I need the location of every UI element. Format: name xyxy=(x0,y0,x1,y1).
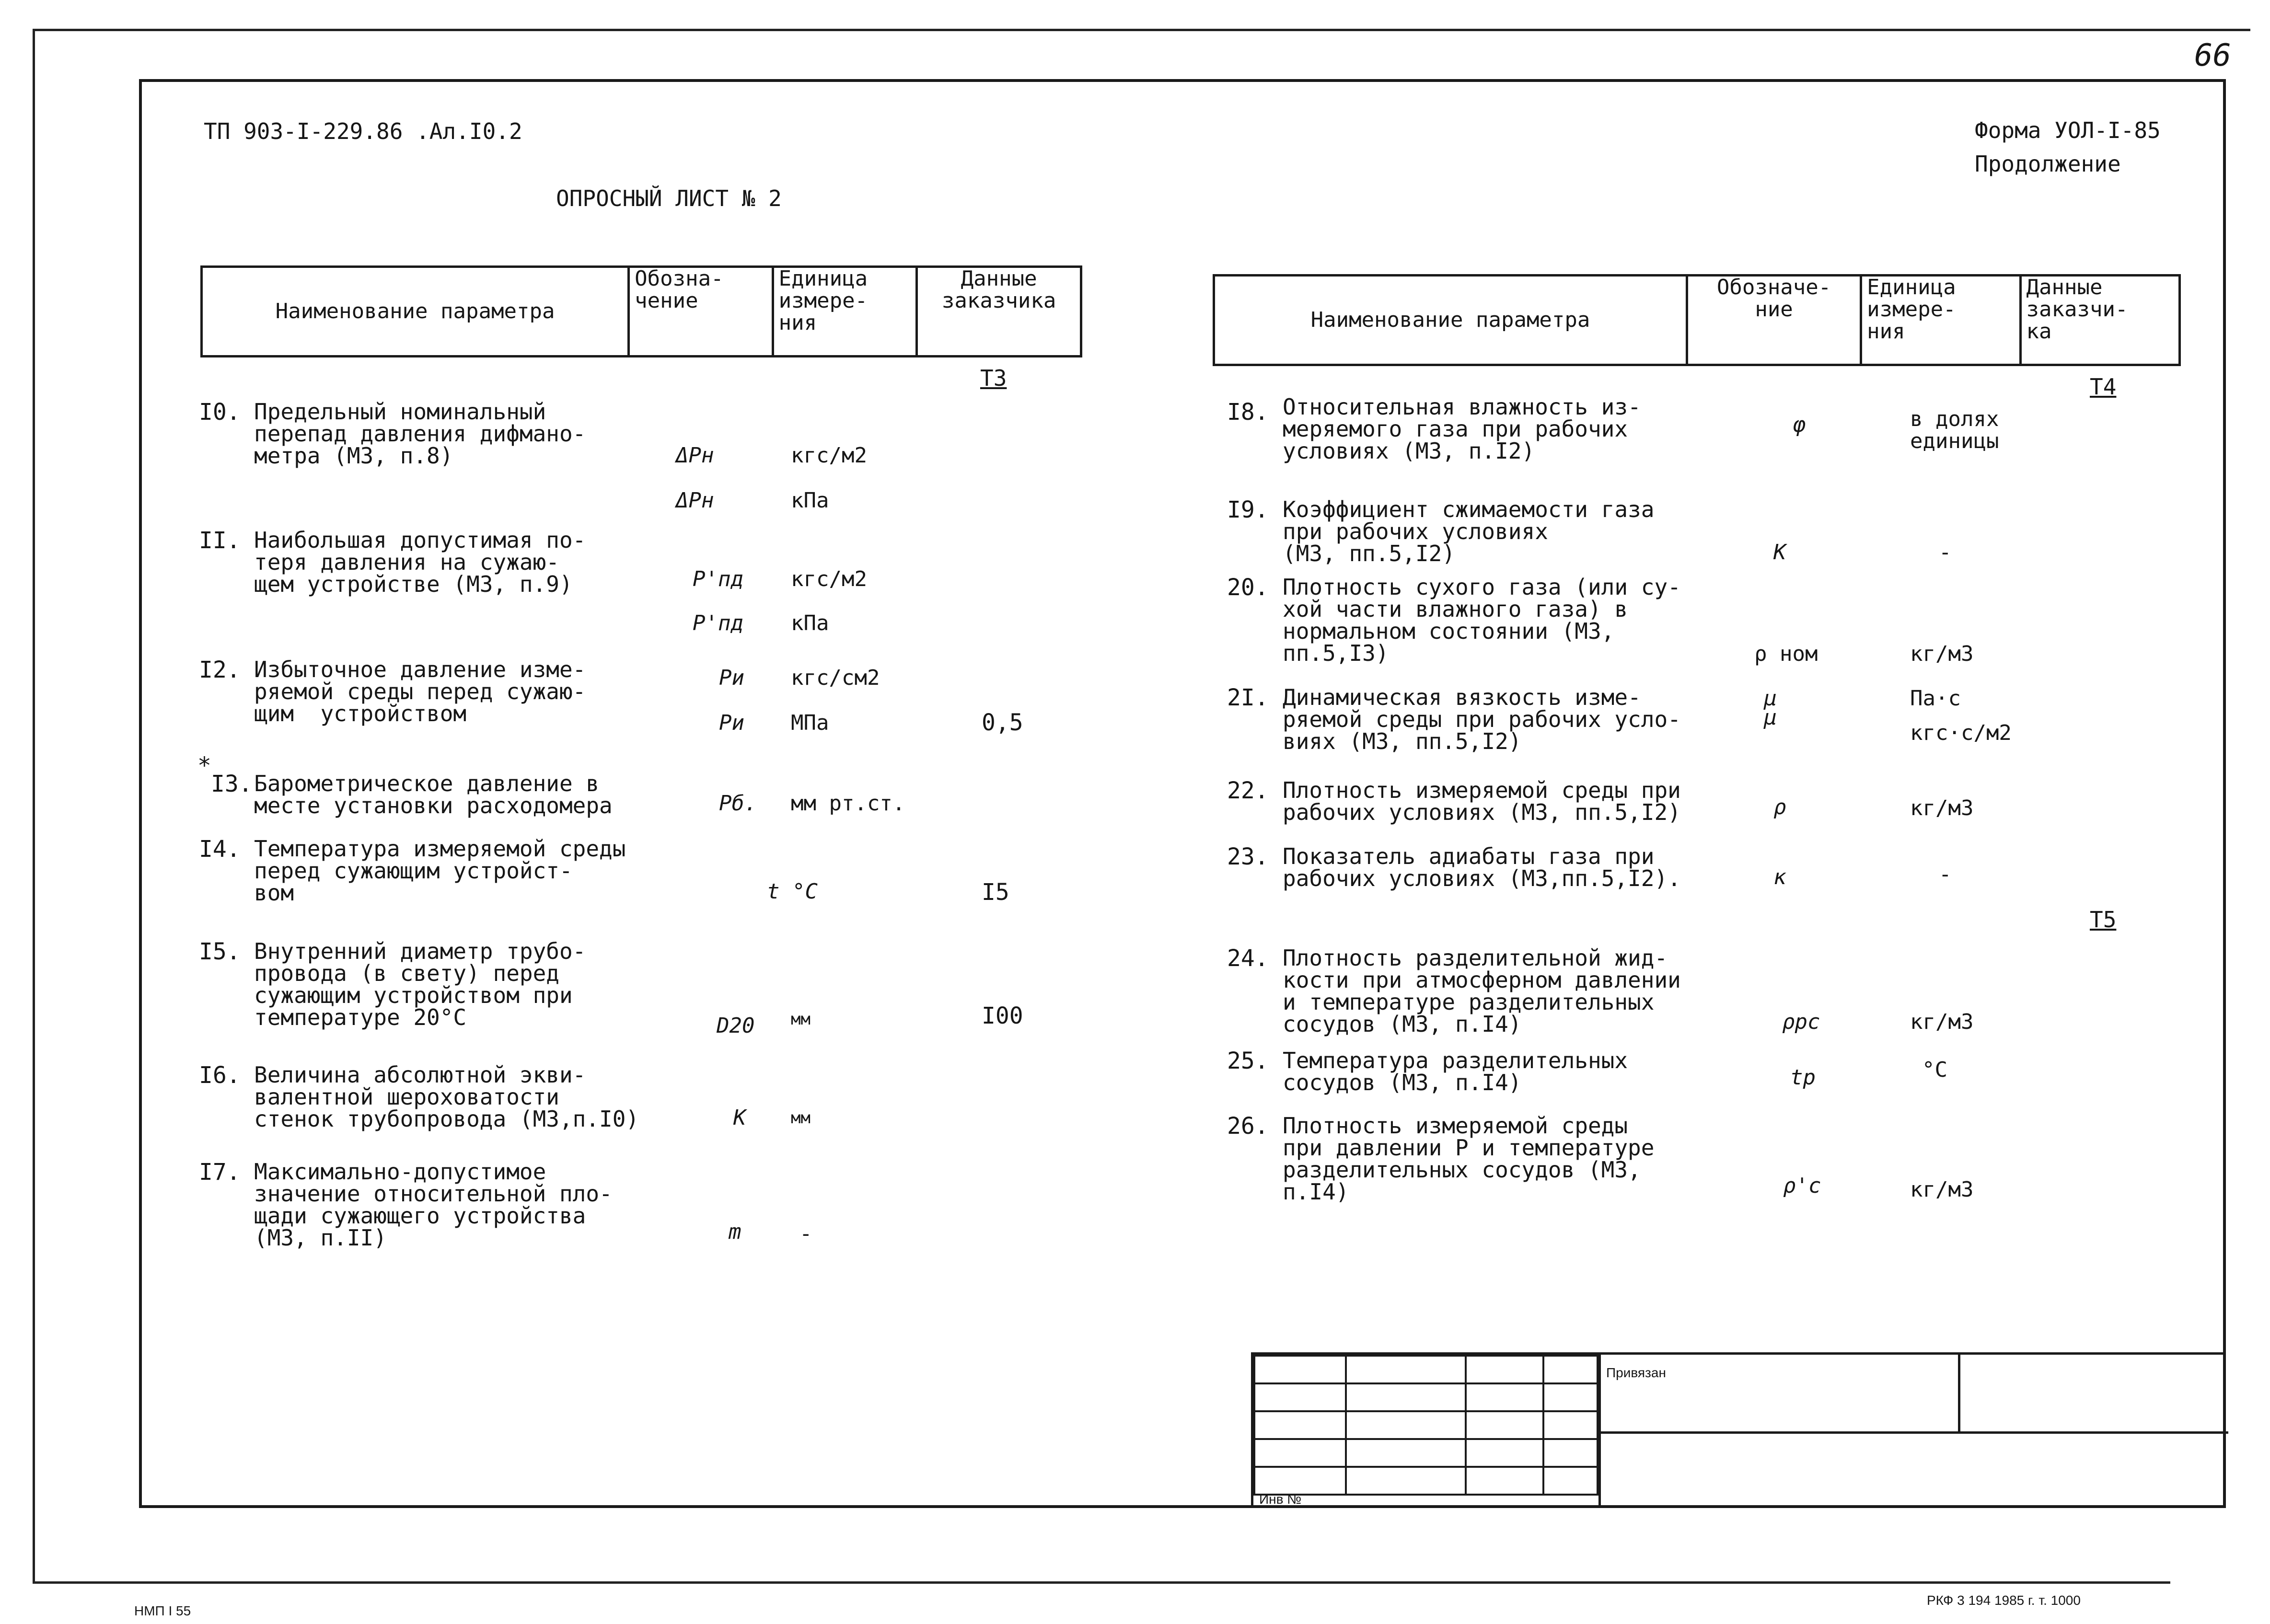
page-number: 66 xyxy=(2194,38,2232,73)
row-symbol: ρ ном xyxy=(1754,642,1818,666)
header-customer: Данные заказчи- ка xyxy=(2020,276,2179,365)
row-symbol: ρ'с xyxy=(1783,1174,1821,1198)
footer-right-code: РКФ 3 194 1985 г. т. 1000 xyxy=(1927,1593,2081,1608)
row-name: Наибольшая допустимая по- теря давления на сужаю- щем устройстве (М3, п.9) xyxy=(254,527,586,597)
row-name: Предельный номинальный перепад давления дифмано- метра (М3, п.8) xyxy=(254,399,586,469)
row-unit: - xyxy=(1939,540,1952,564)
row-unit: мм xyxy=(791,1010,811,1029)
row-number: 23. xyxy=(1227,843,1269,870)
row-value: I5 xyxy=(982,879,1009,906)
row-name: Величина абсолютной экви- валентной шероховатости стенок трубопровода (М3,п.I0) xyxy=(254,1062,639,1132)
row-unit: °C xyxy=(1922,1058,1947,1082)
row-name: Плотность сухого газа (или су- хой части влажного газа) в нормальном состоянии (М3, пп.5,I3) xyxy=(1283,574,1681,666)
continuation-label: Продолжение xyxy=(1975,151,2121,177)
row-symbol: K xyxy=(733,1106,746,1130)
form-code: Форма УОЛ-I-85 xyxy=(1975,117,2161,143)
row-unit: кгс/см2 xyxy=(791,666,880,690)
row-name: Динамическая вязкость изме- ряемой среды при рабочих усло- виях (М3, пп.5,I2) xyxy=(1283,684,1681,754)
row-name: Максимально-допустимое значение относительной пло- щади сужающего устройства (М3, п.II) xyxy=(254,1159,613,1251)
row-number: 25. xyxy=(1227,1048,1269,1074)
row-symbol: ΔPн xyxy=(676,488,714,513)
row-value: I00 xyxy=(982,1002,1023,1029)
outer-frame-bottom xyxy=(33,1581,2170,1584)
stamp-divider xyxy=(1598,1431,2228,1434)
row-name: Коэффициент сжимаемости газа при рабочих условиях (М3, пп.5,I2) xyxy=(1283,496,1655,566)
row-unit: кгс/м2 xyxy=(791,567,867,591)
inventory-number-label: Инв № xyxy=(1259,1492,1302,1507)
row-unit: кг/м3 xyxy=(1910,1010,1974,1034)
title-block xyxy=(1251,1352,2226,1508)
stamp-divider xyxy=(1958,1355,1960,1431)
row-symbol: t °C xyxy=(767,879,818,904)
bound-label: Привязан xyxy=(1606,1365,1666,1380)
row-unit: кПа xyxy=(791,488,829,513)
row-symbol: Pи xyxy=(719,666,744,690)
row-name: Плотность разделительной жид- кости при атмосферном давлении и температуре разделительных сосудов (М3, п.I4) xyxy=(1283,945,1681,1037)
row-symbol: φ xyxy=(1793,413,1806,437)
row-unit: в долях единицы xyxy=(1910,407,1999,453)
row-number: I2. xyxy=(199,657,241,683)
header-symbol: Обозначе- ние xyxy=(1687,276,1861,365)
row-symbol: D20 xyxy=(717,1014,755,1038)
row-symbol: μ μ xyxy=(1764,686,1777,730)
doc-code: ТП 903-I-229.86 .Ал.I0.2 xyxy=(204,118,522,144)
page-title: ОПРОСНЫЙ ЛИСТ № 2 xyxy=(556,185,782,211)
row-symbol: P'пд xyxy=(693,567,743,591)
row-symbol: ΔPн xyxy=(676,443,714,468)
row-name: Избыточное давление изме- ряемой среды перед сужаю- щим устройством xyxy=(254,657,586,726)
row-symbol: m xyxy=(729,1220,741,1244)
row-unit: МПа xyxy=(791,711,829,735)
stamp-grid xyxy=(1253,1355,1598,1496)
row-name: Температура измеряемой среды перед сужающим устройст- вом xyxy=(254,836,626,906)
header-symbol: Обозна- чение xyxy=(629,267,773,357)
row-name: Внутренний диаметр трубо- провода (в свету) перед сужающим устройством при температуре 20°C xyxy=(254,938,586,1030)
row-name: Относительная влажность из- меряемого газа при рабочих условиях (М3, п.I2) xyxy=(1283,394,1641,464)
row-number: 24. xyxy=(1227,945,1269,972)
right-table-header xyxy=(1213,274,2181,366)
row-name: Температура разделительных сосудов (М3, п.I4) xyxy=(1283,1048,1628,1095)
tag-t5: Т5 xyxy=(2090,907,2117,933)
row-unit: кг/м3 xyxy=(1910,642,1974,666)
row-symbol: ρ xyxy=(1773,795,1786,819)
header-name: Наименование параметра xyxy=(1214,276,1687,365)
row-unit: Па·с кгс·с/м2 xyxy=(1910,686,2012,745)
row-number: 20. xyxy=(1227,574,1269,601)
row-number: I5. xyxy=(199,938,241,965)
row-unit: кг/м3 xyxy=(1910,1177,1974,1202)
header-unit: Единица измере- ния xyxy=(1861,276,2020,365)
row-symbol: ρрс xyxy=(1782,1010,1820,1034)
row-symbol: K xyxy=(1773,540,1786,564)
row-number: 22. xyxy=(1227,777,1269,804)
row-unit: кг/м3 xyxy=(1910,796,1974,820)
row-symbol: tр xyxy=(1790,1065,1816,1090)
row-unit: кгс/м2 xyxy=(791,443,867,468)
row-unit: - xyxy=(1939,862,1952,887)
header-unit: Единица измере- ния xyxy=(773,267,917,357)
row-number: 26. xyxy=(1227,1113,1269,1140)
row-number: I6. xyxy=(199,1062,241,1089)
row-symbol: Pб. xyxy=(719,791,757,816)
row-name: Плотность измеряемой среды при рабочих условиях (М3, пп.5,I2) xyxy=(1283,777,1681,825)
row-symbol: κ xyxy=(1773,865,1786,889)
row-number: I0. xyxy=(199,399,241,426)
row-name: Показатель адиабаты газа при рабочих условиях (М3,пп.5,I2). xyxy=(1283,843,1681,891)
row-number: I3. xyxy=(211,771,253,797)
footer-left-code: НМП I 55 xyxy=(134,1603,191,1618)
row-name: Барометрическое давление в месте установки расходомера xyxy=(254,771,613,818)
row-unit: мм рт.ст. xyxy=(791,791,905,816)
row-number: I7. xyxy=(199,1159,241,1186)
row-number: I9. xyxy=(1227,496,1269,523)
row-number: II. xyxy=(199,527,241,554)
row-unit: - xyxy=(799,1221,812,1246)
row-number: I4. xyxy=(199,836,241,863)
row-name: Плотность измеряемой среды при давлении P и температуре разделительных сосудов (М3, п.I4) xyxy=(1283,1113,1655,1205)
row-symbol: P'пд xyxy=(693,611,743,635)
row-number: I8. xyxy=(1227,399,1269,426)
tag-t4: Т4 xyxy=(2090,374,2117,400)
left-table-header xyxy=(200,265,1082,357)
row-symbol: Pи xyxy=(719,711,744,735)
row-value: 0,5 xyxy=(982,709,1023,736)
row-mark: * xyxy=(197,752,211,779)
header-name: Наименование параметра xyxy=(202,267,629,357)
row-unit: мм xyxy=(791,1108,811,1128)
row-unit: кПа xyxy=(791,611,829,635)
tag-t3: Т3 xyxy=(980,365,1007,391)
header-customer: Данные заказчика xyxy=(917,267,1081,357)
row-number: 2I. xyxy=(1227,684,1269,711)
